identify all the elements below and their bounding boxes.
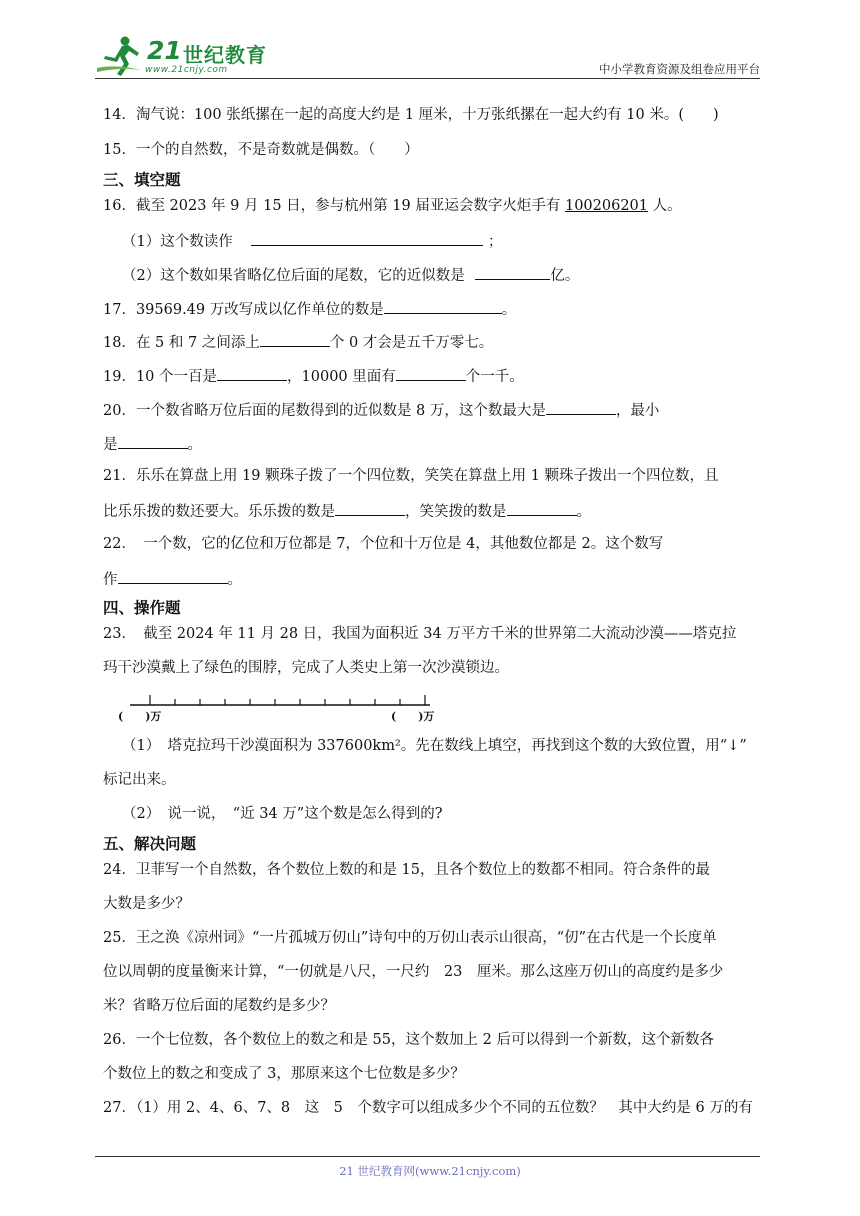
- answer-blank[interactable]: [118, 433, 188, 449]
- question-22: 22． 一个数，它的亿位和万位都是 7，个位和十万位是 4，其他数位都是 2。这个数写: [103, 536, 664, 552]
- number-line-right-label: [391, 708, 434, 724]
- answer-blank[interactable]: [118, 568, 228, 584]
- logo-url: www.21cnjy.com: [145, 65, 228, 75]
- question-23: 23． 截至 2024 年 11 月 28 日，我国为面积近 34 万平方千米的世界第二大流动沙漠——塔克拉: [103, 626, 737, 642]
- q20-shi: 是: [103, 437, 118, 453]
- question-23-line-2: 玛干沙漠戴上了绿色的围脖，完成了人类史上第一次沙漠锁边。: [103, 660, 509, 676]
- question-16-number: 100206201: [564, 198, 648, 214]
- right-unit: 万: [423, 710, 435, 723]
- question-23-part-2: （2） 说一说， “近 34 万”这个数是怎么得到的?: [122, 806, 443, 822]
- question-18: [103, 331, 493, 353]
- section-title-fill-in: 三、填空题: [103, 171, 181, 189]
- q20-text: 20．一个数省略万位后面的尾数得到的近似数是 8 万，这个数最大是: [103, 403, 546, 419]
- q21-tail: 。: [576, 504, 591, 520]
- q19-mid: ，10000 里面有: [287, 369, 396, 385]
- question-14: 14．淘气说：100 张纸摞在一起的高度大约是 1 厘米，十万张纸摞在一起大约有 10 米。( ): [103, 107, 719, 123]
- q22-tail: 。: [227, 572, 242, 588]
- question-15: 15．一个的自然数，不是奇数就是偶数。（ ）: [103, 142, 419, 158]
- question-20-line-2: [103, 433, 202, 455]
- q18-tail: 个 0 才会是五千万零七。: [329, 335, 494, 351]
- footer-divider: [95, 1156, 760, 1157]
- question-25-line-3: 米？省略万位后面的尾数约是多少？: [103, 998, 335, 1014]
- q22-zuo: 作: [103, 572, 118, 588]
- answer-blank[interactable]: [507, 500, 577, 516]
- number-line: [118, 692, 468, 724]
- question-16-part-1: [122, 230, 502, 252]
- logo-number: 21: [147, 36, 182, 65]
- q16-1-tail: ；: [487, 234, 503, 250]
- question-17: [103, 298, 516, 320]
- question-23-part-1: （1） 塔克拉玛干沙漠面积为 337600km²。先在数线上填空，再找到这个数的大致位置，用“↓”: [122, 738, 747, 754]
- question-21: 21．乐乐在算盘上用 19 颗珠子拨了一个四位数，笑笑在算盘上用 1 颗珠子拨出一个四位数，且: [103, 468, 719, 484]
- left-unit: 万: [150, 710, 162, 723]
- q16-2-text: （2）这个数如果省略亿位后面的尾数，它的近似数是: [122, 268, 465, 284]
- q16-2-tail: 亿。: [550, 268, 580, 284]
- question-16-text: 16．截至 2023 年 9 月 15 日，参与杭州第 19 届亚运会数字火炬手有: [103, 198, 565, 214]
- q20-mid: ，最小: [615, 403, 660, 419]
- q21-mid: ，笑笑拨的数是: [405, 504, 507, 520]
- logo: [95, 34, 295, 78]
- q19-text: 19．10 个一百是: [103, 369, 218, 385]
- header-platform-text: 中小学教育资源及组卷应用平台: [599, 62, 760, 76]
- number-line-axis: [118, 692, 438, 710]
- question-20: [103, 399, 659, 421]
- section-title-problems: 五、解决问题: [103, 835, 197, 853]
- q19-tail: 个一千。: [465, 369, 524, 385]
- question-24-line-2: 大数是多少？: [103, 896, 190, 912]
- question-16: [103, 196, 682, 216]
- question-16-tail: 人。: [648, 198, 682, 214]
- answer-blank[interactable]: [475, 264, 550, 280]
- page-header: [95, 34, 760, 79]
- question-27: 27．（1）用 2、4、6、7、8 这 5 个数字可以组成多少个不同的五位数？ 其中大约是 6 万的有: [103, 1100, 753, 1116]
- question-24: 24．卫菲写一个自然数，各个数位上数的和是 15，且各个数位上的数都不相同。符合条件的最: [103, 862, 711, 878]
- question-25-line-2: 位以周朝的度量衡来计算，“一仞就是八尺，一尺约 23 厘米。那么这座万仞山的高度约是多少: [103, 964, 724, 980]
- question-25: 25．王之涣《凉州词》“一片孤城万仞山”诗句中的万仞山表示山很高，“仞”在古代是一个长度单: [103, 930, 717, 946]
- question-23-part-1-line-2: 标记出来。: [103, 772, 176, 788]
- q21-text: 比乐乐拨的数还要大。乐乐拨的数是: [103, 504, 335, 520]
- answer-blank[interactable]: [546, 399, 616, 415]
- answer-blank[interactable]: [335, 500, 405, 516]
- right-paren-blank[interactable]: ( ): [391, 710, 424, 723]
- answer-blank[interactable]: [260, 331, 330, 347]
- question-21-line-2: [103, 500, 591, 522]
- question-16-part-2: [122, 264, 579, 286]
- number-line-left-label: [118, 708, 161, 724]
- q17-tail: 。: [501, 302, 517, 318]
- q16-1-text: （1）这个数读作: [122, 234, 233, 250]
- runner-icon: [95, 34, 145, 78]
- q17-text: 17．39569.49 万改写成以亿作单位的数是: [103, 302, 384, 318]
- answer-blank[interactable]: [251, 230, 483, 246]
- footer-text: 21 世纪教育网(www.21cnjy.com): [339, 1164, 521, 1178]
- q18-text: 18．在 5 和 7 之间添上: [103, 335, 260, 351]
- answer-blank[interactable]: [384, 298, 502, 314]
- header-divider: [95, 78, 760, 79]
- logo-text: 世纪教育: [183, 43, 267, 67]
- left-paren-blank[interactable]: ( ): [118, 710, 151, 723]
- question-26: 26．一个七位数，各个数位上的数之和是 55，这个数加上 2 后可以得到一个新数，这个新数各: [103, 1032, 714, 1048]
- q20-tail: 。: [187, 437, 202, 453]
- question-19: [103, 365, 524, 387]
- question-26-line-2: 个数位上的数之和变成了 3，那原来这个七位数是多少？: [103, 1066, 465, 1082]
- section-title-operation: 四、操作题: [103, 599, 181, 617]
- question-22-line-2: [103, 568, 242, 590]
- answer-blank[interactable]: [396, 365, 466, 381]
- answer-blank[interactable]: [217, 365, 287, 381]
